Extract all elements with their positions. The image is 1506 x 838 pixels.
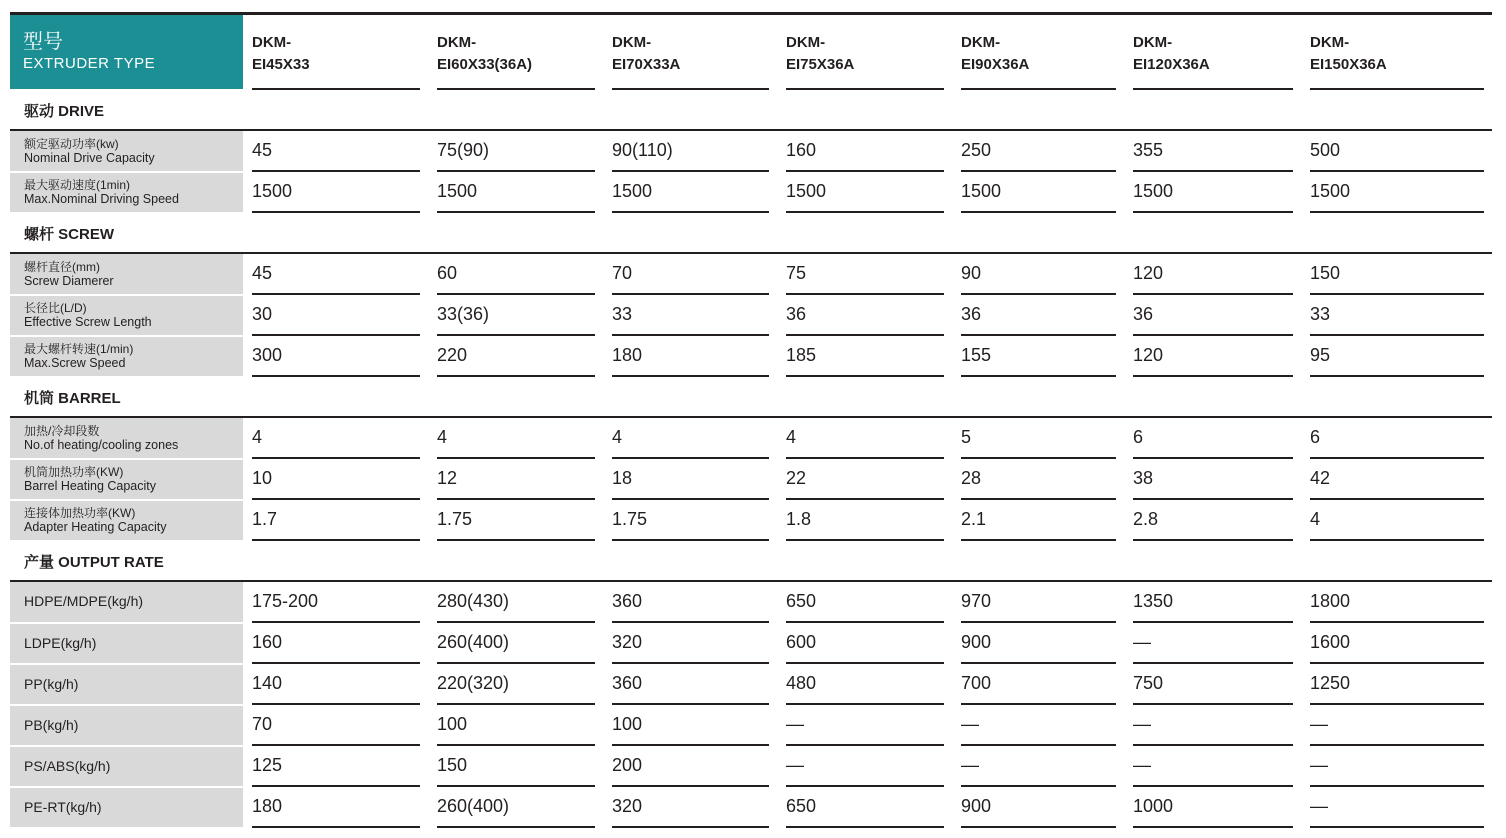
cell-value: 185 bbox=[786, 336, 944, 377]
table-cell bbox=[1301, 623, 1492, 664]
cell-value: 6 bbox=[1310, 418, 1484, 459]
model-line2: EI60X33(36A) bbox=[437, 56, 533, 73]
cell-value: 300 bbox=[252, 336, 420, 377]
row-label-cn: 加热/冷却段数 bbox=[24, 423, 100, 438]
table-cell bbox=[243, 623, 428, 664]
row-label-en: No.of heating/cooling zones bbox=[24, 437, 179, 452]
cell-value: 140 bbox=[252, 664, 420, 705]
table-cell bbox=[777, 130, 952, 172]
cell-value: 1800 bbox=[1310, 582, 1484, 623]
row-label bbox=[10, 500, 243, 541]
cell-value: — bbox=[1310, 787, 1484, 828]
table-cell bbox=[603, 581, 777, 623]
table-cell bbox=[1124, 295, 1301, 336]
cell-value: 22 bbox=[786, 459, 944, 500]
table-cell bbox=[428, 623, 603, 664]
cell-value: 18 bbox=[612, 459, 769, 500]
cell-value: 100 bbox=[612, 705, 769, 746]
cell-value: 45 bbox=[252, 254, 420, 295]
table-cell bbox=[428, 336, 603, 377]
table-cell bbox=[428, 746, 603, 787]
row-label bbox=[10, 746, 243, 787]
cell-value: — bbox=[1133, 746, 1293, 787]
cell-value: 120 bbox=[1133, 254, 1293, 295]
table-row bbox=[10, 500, 1492, 541]
cell-value: 6 bbox=[1133, 418, 1293, 459]
cell-value: 36 bbox=[786, 295, 944, 336]
table-cell bbox=[243, 746, 428, 787]
cell-value: 30 bbox=[252, 295, 420, 336]
table-cell bbox=[603, 746, 777, 787]
cell-value: 1.7 bbox=[252, 500, 420, 541]
cell-value: — bbox=[1310, 746, 1484, 787]
model-header bbox=[243, 15, 428, 90]
table-cell bbox=[428, 500, 603, 541]
model-header bbox=[777, 15, 952, 90]
table-cell bbox=[603, 130, 777, 172]
row-label bbox=[10, 336, 243, 377]
table-row bbox=[10, 417, 1492, 459]
table-cell bbox=[1301, 130, 1492, 172]
cell-value: 750 bbox=[1133, 664, 1293, 705]
table-cell bbox=[1124, 253, 1301, 295]
table-cell bbox=[952, 417, 1124, 459]
table-cell bbox=[952, 500, 1124, 541]
table-cell bbox=[952, 787, 1124, 828]
section-title: 机筒 BARREL bbox=[10, 377, 1492, 417]
cell-value: 1000 bbox=[1133, 787, 1293, 828]
table-cell bbox=[1301, 664, 1492, 705]
cell-value: 480 bbox=[786, 664, 944, 705]
cell-value: 500 bbox=[1310, 131, 1484, 172]
row-label-text: PB(kg/h) bbox=[24, 716, 79, 733]
cell-value: 220(320) bbox=[437, 664, 595, 705]
section-row bbox=[10, 90, 1492, 130]
table-cell bbox=[428, 705, 603, 746]
cell-value: 1350 bbox=[1133, 582, 1293, 623]
row-label-text: PP(kg/h) bbox=[24, 675, 79, 692]
section-row bbox=[10, 541, 1492, 581]
table-row bbox=[10, 336, 1492, 377]
row-label-cn: 连接体加热功率(KW) bbox=[24, 506, 136, 520]
row-label bbox=[10, 130, 243, 172]
row-label-en: Max.Screw Speed bbox=[24, 356, 126, 370]
model-line2: EI70X33A bbox=[612, 56, 681, 73]
row-label-text: PS/ABS(kg/h) bbox=[24, 757, 111, 774]
model-header bbox=[952, 15, 1124, 90]
table-row bbox=[10, 459, 1492, 500]
cell-value: 60 bbox=[437, 254, 595, 295]
table-cell bbox=[243, 581, 428, 623]
cell-value: — bbox=[1133, 623, 1293, 664]
table-cell bbox=[243, 417, 428, 459]
row-label-cn: 长径比(L/D) bbox=[24, 301, 87, 315]
row-label bbox=[10, 295, 243, 336]
cell-value: 42 bbox=[1310, 459, 1484, 500]
table-cell bbox=[1124, 746, 1301, 787]
table-cell bbox=[1301, 172, 1492, 213]
table-cell bbox=[777, 664, 952, 705]
table-cell bbox=[1301, 253, 1492, 295]
cell-value: 360 bbox=[612, 664, 769, 705]
table-cell bbox=[952, 581, 1124, 623]
table-cell bbox=[603, 705, 777, 746]
table-cell bbox=[243, 500, 428, 541]
cell-value: 95 bbox=[1310, 336, 1484, 377]
cell-value: 1250 bbox=[1310, 664, 1484, 705]
table-cell bbox=[777, 581, 952, 623]
section-row bbox=[10, 213, 1492, 253]
table-cell bbox=[428, 787, 603, 828]
cell-value: 36 bbox=[961, 295, 1116, 336]
row-label-en: Nominal Drive Capacity bbox=[24, 150, 155, 165]
table-cell bbox=[243, 787, 428, 828]
table-cell bbox=[603, 417, 777, 459]
row-label-en: Max.Nominal Driving Speed bbox=[24, 192, 179, 206]
table-cell bbox=[428, 172, 603, 213]
table-cell bbox=[428, 253, 603, 295]
row-label-cn: 螺杆直径(mm) bbox=[24, 259, 100, 274]
table-cell bbox=[603, 787, 777, 828]
cell-value: 650 bbox=[786, 582, 944, 623]
table-cell bbox=[1124, 459, 1301, 500]
table-cell bbox=[1301, 336, 1492, 377]
table-row bbox=[10, 787, 1492, 828]
model-header bbox=[428, 15, 603, 90]
table-row bbox=[10, 253, 1492, 295]
cell-value: 28 bbox=[961, 459, 1116, 500]
table-cell bbox=[1124, 787, 1301, 828]
cell-value: 36 bbox=[1133, 295, 1293, 336]
table-row bbox=[10, 295, 1492, 336]
section-row bbox=[10, 377, 1492, 417]
table-row bbox=[10, 172, 1492, 213]
table-row bbox=[10, 130, 1492, 172]
table-cell bbox=[1124, 172, 1301, 213]
table-cell bbox=[952, 295, 1124, 336]
cell-value: 45 bbox=[252, 131, 420, 172]
cell-value: 1500 bbox=[1310, 172, 1484, 213]
table-cell bbox=[777, 253, 952, 295]
table-cell bbox=[603, 500, 777, 541]
cell-value: 33 bbox=[1310, 295, 1484, 336]
cell-value: 2.1 bbox=[961, 500, 1116, 541]
row-label-cn: 额定驱动功率(kw) bbox=[24, 136, 119, 151]
cell-value: 360 bbox=[612, 582, 769, 623]
model-line1: DKM- bbox=[612, 34, 652, 51]
table-cell bbox=[1124, 705, 1301, 746]
cell-value: 320 bbox=[612, 623, 769, 664]
model-header bbox=[603, 15, 777, 90]
table-cell bbox=[777, 787, 952, 828]
row-label bbox=[10, 664, 243, 705]
row-label bbox=[10, 623, 243, 664]
section-title: 驱动 DRIVE bbox=[10, 90, 1492, 130]
row-label-cn: 最大驱动速度(1min) bbox=[24, 178, 131, 192]
cell-value: 75 bbox=[786, 254, 944, 295]
cell-value: 10 bbox=[252, 459, 420, 500]
table-cell bbox=[952, 705, 1124, 746]
table-cell bbox=[777, 417, 952, 459]
model-line1: DKM- bbox=[252, 34, 292, 51]
cell-value: 900 bbox=[961, 787, 1116, 828]
cell-value: 120 bbox=[1133, 336, 1293, 377]
cell-value: 4 bbox=[437, 418, 595, 459]
model-header bbox=[1301, 15, 1492, 90]
cell-value: 70 bbox=[252, 705, 420, 746]
cell-value: 1500 bbox=[437, 172, 595, 213]
table-cell bbox=[603, 172, 777, 213]
table-cell bbox=[1301, 417, 1492, 459]
table-cell bbox=[243, 336, 428, 377]
model-line1: DKM- bbox=[1310, 34, 1350, 51]
table-cell bbox=[1301, 500, 1492, 541]
row-label-en: Screw Diamerer bbox=[24, 273, 114, 288]
model-line1: DKM- bbox=[961, 34, 1001, 51]
section-title: 产量 OUTPUT RATE bbox=[10, 541, 1492, 581]
cell-value: 1500 bbox=[252, 172, 420, 213]
table-cell bbox=[603, 336, 777, 377]
table-cell bbox=[1124, 500, 1301, 541]
table-cell bbox=[243, 172, 428, 213]
cell-value: 100 bbox=[437, 705, 595, 746]
cell-value: 160 bbox=[252, 623, 420, 664]
cell-value: 650 bbox=[786, 787, 944, 828]
cell-value: 150 bbox=[437, 746, 595, 787]
table-cell bbox=[952, 253, 1124, 295]
table-cell bbox=[1301, 295, 1492, 336]
cell-value: — bbox=[961, 705, 1116, 746]
model-line1: DKM- bbox=[1133, 34, 1173, 51]
model-line2: EI45X33 bbox=[252, 56, 310, 73]
cell-value: 4 bbox=[1310, 500, 1484, 541]
row-label bbox=[10, 253, 243, 295]
cell-value: 320 bbox=[612, 787, 769, 828]
cell-value: — bbox=[786, 705, 944, 746]
cell-value: 150 bbox=[1310, 254, 1484, 295]
table-cell bbox=[952, 459, 1124, 500]
model-line1: DKM- bbox=[786, 34, 826, 51]
row-label-en: Barrel Heating Capacity bbox=[24, 479, 157, 493]
cell-value: 260(400) bbox=[437, 623, 595, 664]
table-cell bbox=[603, 623, 777, 664]
cell-value: 260(400) bbox=[437, 787, 595, 828]
table-cell bbox=[777, 500, 952, 541]
row-label-text: HDPE/MDPE(kg/h) bbox=[24, 593, 144, 609]
type-label-cn: 型号 bbox=[23, 31, 63, 53]
model-line2: EI150X36A bbox=[1310, 56, 1387, 73]
table-cell bbox=[603, 253, 777, 295]
table-cell bbox=[1124, 581, 1301, 623]
table-cell bbox=[428, 459, 603, 500]
table-cell bbox=[1301, 705, 1492, 746]
table-row bbox=[10, 746, 1492, 787]
cell-value: 1500 bbox=[612, 172, 769, 213]
table-cell bbox=[1124, 417, 1301, 459]
cell-value: 5 bbox=[961, 418, 1116, 459]
row-label-en: Adapter Heating Capacity bbox=[24, 520, 167, 534]
cell-value: 4 bbox=[786, 418, 944, 459]
cell-value: 70 bbox=[612, 254, 769, 295]
cell-value: 200 bbox=[612, 746, 769, 787]
table-cell bbox=[1301, 787, 1492, 828]
cell-value: 1.8 bbox=[786, 500, 944, 541]
model-line2: EI120X36A bbox=[1133, 56, 1210, 73]
table-cell bbox=[1301, 581, 1492, 623]
cell-value: 175-200 bbox=[252, 582, 420, 623]
row-label bbox=[10, 787, 243, 828]
table-cell bbox=[952, 664, 1124, 705]
cell-value: 220 bbox=[437, 336, 595, 377]
model-line2: EI90X36A bbox=[961, 56, 1030, 73]
row-label-cn: 最大螺杆转速(1/min) bbox=[24, 342, 134, 356]
table-cell bbox=[1124, 336, 1301, 377]
cell-value: 1.75 bbox=[612, 500, 769, 541]
table-row bbox=[10, 705, 1492, 746]
cell-value: 4 bbox=[612, 418, 769, 459]
table-cell bbox=[777, 172, 952, 213]
table-cell bbox=[243, 130, 428, 172]
model-line2: EI75X36A bbox=[786, 56, 855, 73]
cell-value: — bbox=[961, 746, 1116, 787]
table-cell bbox=[243, 295, 428, 336]
table-cell bbox=[1124, 664, 1301, 705]
row-label bbox=[10, 417, 243, 459]
table-row bbox=[10, 623, 1492, 664]
model-line1: DKM- bbox=[437, 34, 477, 51]
cell-value: 1500 bbox=[786, 172, 944, 213]
cell-value: 2.8 bbox=[1133, 500, 1293, 541]
table-cell bbox=[952, 336, 1124, 377]
extruder-spec-table bbox=[10, 15, 1492, 829]
cell-value: 250 bbox=[961, 131, 1116, 172]
cell-value: 970 bbox=[961, 582, 1116, 623]
extruder-type-header bbox=[10, 15, 243, 90]
row-label-en: Effective Screw Length bbox=[24, 315, 152, 329]
cell-value: 600 bbox=[786, 623, 944, 664]
cell-value: 355 bbox=[1133, 131, 1293, 172]
header-row bbox=[10, 15, 1492, 90]
cell-value: 75(90) bbox=[437, 131, 595, 172]
table-cell bbox=[777, 459, 952, 500]
row-label bbox=[10, 172, 243, 213]
cell-value: 160 bbox=[786, 131, 944, 172]
row-label-text: PE-RT(kg/h) bbox=[24, 798, 102, 815]
cell-value: 1500 bbox=[961, 172, 1116, 213]
table-row bbox=[10, 581, 1492, 623]
cell-value: 155 bbox=[961, 336, 1116, 377]
cell-value: 900 bbox=[961, 623, 1116, 664]
table-cell bbox=[428, 664, 603, 705]
table-cell bbox=[603, 459, 777, 500]
table-cell bbox=[952, 130, 1124, 172]
cell-value: 90(110) bbox=[612, 131, 769, 172]
row-label bbox=[10, 459, 243, 500]
cell-value: 33 bbox=[612, 295, 769, 336]
table-cell bbox=[1301, 746, 1492, 787]
cell-value: — bbox=[786, 746, 944, 787]
section-title: 螺杆 SCREW bbox=[10, 213, 1492, 253]
cell-value: 125 bbox=[252, 746, 420, 787]
table-cell bbox=[428, 581, 603, 623]
table-cell bbox=[428, 295, 603, 336]
table-cell bbox=[243, 705, 428, 746]
cell-value: 1500 bbox=[1133, 172, 1293, 213]
cell-value: 1600 bbox=[1310, 623, 1484, 664]
table-cell bbox=[428, 130, 603, 172]
cell-value: 12 bbox=[437, 459, 595, 500]
table-cell bbox=[777, 746, 952, 787]
cell-value: 180 bbox=[252, 787, 420, 828]
cell-value: — bbox=[1133, 705, 1293, 746]
cell-value: 38 bbox=[1133, 459, 1293, 500]
table-cell bbox=[1124, 130, 1301, 172]
table-row bbox=[10, 664, 1492, 705]
type-label-en: EXTRUDER TYPE bbox=[23, 55, 156, 72]
table-cell bbox=[952, 746, 1124, 787]
table-cell bbox=[777, 336, 952, 377]
cell-value: 33(36) bbox=[437, 295, 595, 336]
cell-value: 280(430) bbox=[437, 582, 595, 623]
row-label-text: LDPE(kg/h) bbox=[24, 634, 97, 651]
table-cell bbox=[952, 623, 1124, 664]
table-cell bbox=[777, 623, 952, 664]
cell-value: — bbox=[1310, 705, 1484, 746]
table-cell bbox=[1301, 459, 1492, 500]
table-cell bbox=[603, 664, 777, 705]
cell-value: 90 bbox=[961, 254, 1116, 295]
table-cell bbox=[603, 295, 777, 336]
model-header bbox=[1124, 15, 1301, 90]
table-cell bbox=[1124, 623, 1301, 664]
table-cell bbox=[777, 295, 952, 336]
table-cell bbox=[243, 253, 428, 295]
table-cell bbox=[243, 664, 428, 705]
cell-value: 1.75 bbox=[437, 500, 595, 541]
cell-value: 4 bbox=[252, 418, 420, 459]
table-cell bbox=[777, 705, 952, 746]
row-label-cn: 机筒加热功率(KW) bbox=[24, 465, 124, 479]
table-cell bbox=[243, 459, 428, 500]
cell-value: 180 bbox=[612, 336, 769, 377]
cell-value: 700 bbox=[961, 664, 1116, 705]
table-cell bbox=[428, 417, 603, 459]
row-label bbox=[10, 581, 243, 623]
table-cell bbox=[952, 172, 1124, 213]
row-label bbox=[10, 705, 243, 746]
